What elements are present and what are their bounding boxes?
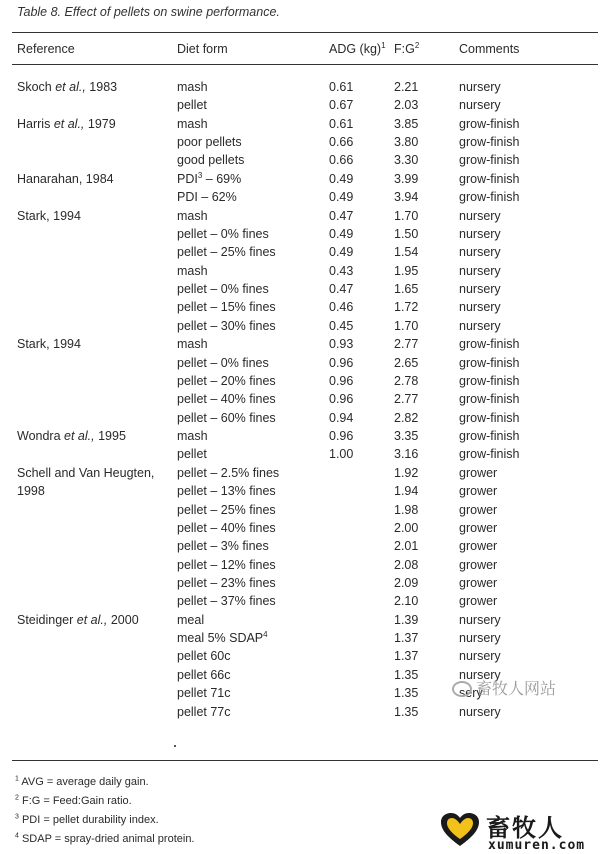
cell-diet-form: mash [177, 429, 208, 444]
cell-fg: 2.82 [394, 410, 419, 425]
stray-dot [174, 745, 176, 747]
cell-adg: 0.96 [329, 373, 354, 388]
table-row [0, 409, 612, 427]
cell-fg: 1.95 [394, 263, 419, 278]
cell-comments: sery [459, 686, 483, 701]
cell-adg: 0.49 [329, 245, 354, 260]
cell-fg: 1.50 [394, 226, 419, 241]
cell-fg: 1.72 [394, 300, 419, 315]
cell-diet-form: PDI$^3$ – 69% [177, 170, 242, 186]
cell-diet-form: pellet 60c [177, 649, 231, 664]
table-row [0, 115, 612, 133]
cell-fg: 2.65 [394, 355, 419, 370]
cell-comments: nursery [459, 300, 501, 315]
table-caption: Table 8. Effect of pellets on swine performance. [17, 5, 280, 19]
watermark-small: 畜牧人网站 [452, 676, 556, 699]
footnote: $^1$ AVG = average daily gain. [15, 775, 149, 788]
cell-comments: nursery [459, 318, 501, 333]
cell-diet-form: pellet [177, 447, 207, 462]
table-row [0, 335, 612, 353]
table-row [0, 537, 612, 555]
cell-adg: 0.49 [329, 171, 354, 186]
cell-fg: 3.16 [394, 447, 419, 462]
cell-diet-form: pellet – 0% fines [177, 282, 269, 297]
cell-reference: Stark, 1994 [17, 208, 81, 223]
cell-adg: 0.49 [329, 226, 354, 241]
cell-fg: 1.39 [394, 612, 419, 627]
header-reference: Reference [17, 42, 75, 56]
cell-diet-form: meal 5% SDAP$^4$ [177, 629, 268, 646]
cell-comments: nursery [459, 245, 501, 260]
cell-comments: grow-finish [459, 447, 520, 462]
cell-diet-form: mash [177, 337, 208, 352]
cell-adg: 0.43 [329, 263, 354, 278]
cell-fg: 1.35 [394, 704, 419, 719]
cell-comments: grow-finish [459, 153, 520, 168]
table-row [0, 556, 612, 574]
table-row [0, 592, 612, 610]
cell-comments: grow-finish [459, 135, 520, 150]
table-row [0, 262, 612, 280]
cell-adg: 0.45 [329, 318, 354, 333]
cell-diet-form: pellet – 23% fines [177, 575, 276, 590]
cell-fg: 3.94 [394, 190, 419, 205]
footnote: $^2$ F:G = Feed:Gain ratio. [15, 794, 132, 807]
cell-diet-form: meal [177, 612, 205, 627]
cell-adg: 0.96 [329, 392, 354, 407]
footnote: $^4$ SDAP = spray-dried animal protein. [15, 832, 195, 845]
cell-reference: Hanarahan, 1984 [17, 171, 114, 186]
cell-comments: nursery [459, 649, 501, 664]
cell-fg: 1.54 [394, 245, 419, 260]
table-row [0, 151, 612, 169]
cell-comments: grower [459, 557, 498, 572]
cell-diet-form: mash [177, 263, 208, 278]
cell-reference: Schell and Van Heugten, 1998 [17, 465, 155, 498]
header-adg: ADG (kg)$^1$ [329, 40, 386, 56]
cell-adg: 0.49 [329, 190, 354, 205]
cell-fg: 2.09 [394, 575, 419, 590]
logo-text-en: xumuren.com [488, 838, 586, 853]
cell-comments: nursery [459, 80, 501, 94]
cell-fg: 1.92 [394, 465, 419, 480]
cell-adg: 0.46 [329, 300, 354, 315]
cell-reference: Wondra et al., 1995 [17, 429, 126, 444]
table-row [0, 703, 612, 721]
cell-diet-form: pellet [177, 98, 207, 113]
cell-comments: grower [459, 594, 498, 609]
cell-comments: grower [459, 502, 498, 517]
cell-fg: 2.78 [394, 373, 419, 388]
cell-comments: nursery [459, 208, 501, 223]
cell-fg: 1.98 [394, 502, 419, 517]
cell-comments: nursery [459, 612, 501, 627]
table-row [0, 225, 612, 243]
table-row [0, 207, 612, 225]
cell-diet-form: pellet – 12% fines [177, 557, 276, 572]
cell-adg: 0.66 [329, 153, 354, 168]
cell-fg: 1.37 [394, 649, 419, 664]
cell-adg: 0.66 [329, 135, 354, 150]
cell-fg: 2.77 [394, 337, 419, 352]
footnotes [15, 773, 195, 849]
cell-comments: grow-finish [459, 429, 520, 444]
cell-comments: grow-finish [459, 392, 520, 407]
cell-comments: nursery [459, 263, 501, 278]
table-row [0, 243, 612, 261]
cell-diet-form: pellet – 20% fines [177, 373, 276, 388]
cell-diet-form: mash [177, 208, 208, 223]
cell-comments: grower [459, 575, 498, 590]
table-header [0, 40, 612, 58]
cell-diet-form: pellet – 0% fines [177, 355, 269, 370]
cell-diet-form: pellet – 25% fines [177, 245, 276, 260]
cell-fg: 2.01 [394, 539, 419, 554]
cell-fg: 1.37 [394, 631, 419, 646]
cell-comments: nursery [459, 282, 501, 297]
cell-comments: nursery [459, 226, 501, 241]
table-row [0, 298, 612, 316]
cell-adg: 1.00 [329, 447, 354, 462]
cell-diet-form: mash [177, 80, 208, 94]
table-row [0, 629, 612, 647]
cell-adg: 0.96 [329, 355, 354, 370]
header-fg: $F:G^2$ [394, 40, 420, 56]
cell-comments: grower [459, 520, 498, 535]
cell-diet-form: pellet – 40% fines [177, 520, 276, 535]
table-row [0, 133, 612, 151]
header-rule [12, 64, 598, 65]
table-row [0, 170, 612, 188]
cell-reference: Skoch et al., 1983 [17, 80, 118, 94]
table-row [0, 611, 612, 629]
cell-comments: grower [459, 465, 498, 480]
cell-diet-form: mash [177, 116, 208, 131]
table-row [0, 354, 612, 372]
cell-comments: grow-finish [459, 337, 520, 352]
cell-diet-form: pellet – 37% fines [177, 594, 276, 609]
cell-fg: 1.35 [394, 667, 419, 682]
cell-comments: nursery [459, 98, 501, 113]
cell-fg: 2.21 [394, 80, 419, 94]
cell-fg: 3.85 [394, 116, 419, 131]
top-rule [12, 32, 598, 33]
cell-diet-form: pellet – 15% fines [177, 300, 276, 315]
cell-adg: 0.61 [329, 116, 354, 131]
cell-fg: 3.30 [394, 153, 419, 168]
cell-diet-form: pellet – 40% fines [177, 392, 276, 407]
cell-fg: 2.08 [394, 557, 419, 572]
table-row [0, 280, 612, 298]
cell-adg: 0.67 [329, 98, 354, 113]
table-row [0, 96, 612, 114]
cell-comments: grow-finish [459, 410, 520, 425]
cell-diet-form: pellet – 13% fines [177, 484, 276, 499]
cell-adg: 0.96 [329, 429, 354, 444]
cell-comments: grow-finish [459, 373, 520, 388]
cell-diet-form: pellet – 60% fines [177, 410, 276, 425]
cell-comments: nursery [459, 631, 501, 646]
cell-fg: 1.70 [394, 208, 419, 223]
cell-fg: 3.80 [394, 135, 419, 150]
table-row [0, 78, 612, 96]
cell-comments: grow-finish [459, 171, 520, 186]
cell-adg: 0.61 [329, 80, 354, 94]
cell-fg: 2.77 [394, 392, 419, 407]
table-row [0, 445, 612, 463]
cell-comments: grow-finish [459, 190, 520, 205]
table-row [0, 647, 612, 665]
watermark-logo [440, 808, 612, 854]
cell-fg: 2.00 [394, 520, 419, 535]
cell-comments: grow-finish [459, 116, 520, 131]
cell-reference: Stark, 1994 [17, 337, 81, 352]
cell-diet-form: poor pellets [177, 135, 242, 150]
cell-fg: 1.70 [394, 318, 419, 333]
cell-reference: Steidinger et al., 2000 [17, 612, 139, 627]
cell-adg: 0.47 [329, 282, 354, 297]
heart-logo-icon [440, 812, 480, 848]
cell-comments: grower [459, 484, 498, 499]
cell-fg: 3.35 [394, 429, 419, 444]
cell-comments: grower [459, 539, 498, 554]
cell-fg: 2.03 [394, 98, 419, 113]
footnote-rule [12, 760, 598, 761]
cell-comments: grow-finish [459, 355, 520, 370]
cell-fg: 1.65 [394, 282, 419, 297]
table-row [0, 574, 612, 592]
cell-fg: 2.10 [394, 594, 419, 609]
table-row [0, 519, 612, 537]
cell-reference: Harris et al., 1979 [17, 116, 116, 131]
logo-text-cn: 畜牧人 [486, 814, 564, 842]
cell-adg: 0.47 [329, 208, 354, 223]
table-row [0, 427, 612, 445]
header-comments: Comments [459, 42, 520, 56]
wechat-icon [452, 681, 472, 697]
cell-diet-form: pellet – 0% fines [177, 226, 269, 241]
table-row [0, 188, 612, 206]
cell-diet-form: pellet – 3% fines [177, 539, 269, 554]
cell-adg: 0.94 [329, 410, 354, 425]
cell-diet-form: pellet – 30% fines [177, 318, 276, 333]
table-row [0, 482, 612, 500]
header-diet-form: Diet form [177, 42, 228, 56]
table-row [0, 317, 612, 335]
table-row [0, 501, 612, 519]
cell-comments: nursery [459, 667, 501, 682]
cell-fg: 1.94 [394, 484, 419, 499]
cell-fg: 1.35 [394, 686, 419, 701]
cell-comments: nursery [459, 704, 501, 719]
cell-diet-form: pellet 77c [177, 704, 231, 719]
cell-diet-form: PDI – 62% [177, 190, 237, 205]
cell-diet-form: pellet 71c [177, 686, 231, 701]
table-row [0, 372, 612, 390]
cell-fg: 3.99 [394, 171, 419, 186]
cell-diet-form: pellet 66c [177, 667, 231, 682]
footnote: $^3$ PDI = pellet durability index. [15, 813, 159, 826]
cell-adg: 0.93 [329, 337, 354, 352]
cell-diet-form: pellet – 25% fines [177, 502, 276, 517]
table-row [0, 390, 612, 408]
cell-diet-form: good pellets [177, 153, 245, 168]
cell-diet-form: pellet – 2.5% fines [177, 465, 280, 480]
